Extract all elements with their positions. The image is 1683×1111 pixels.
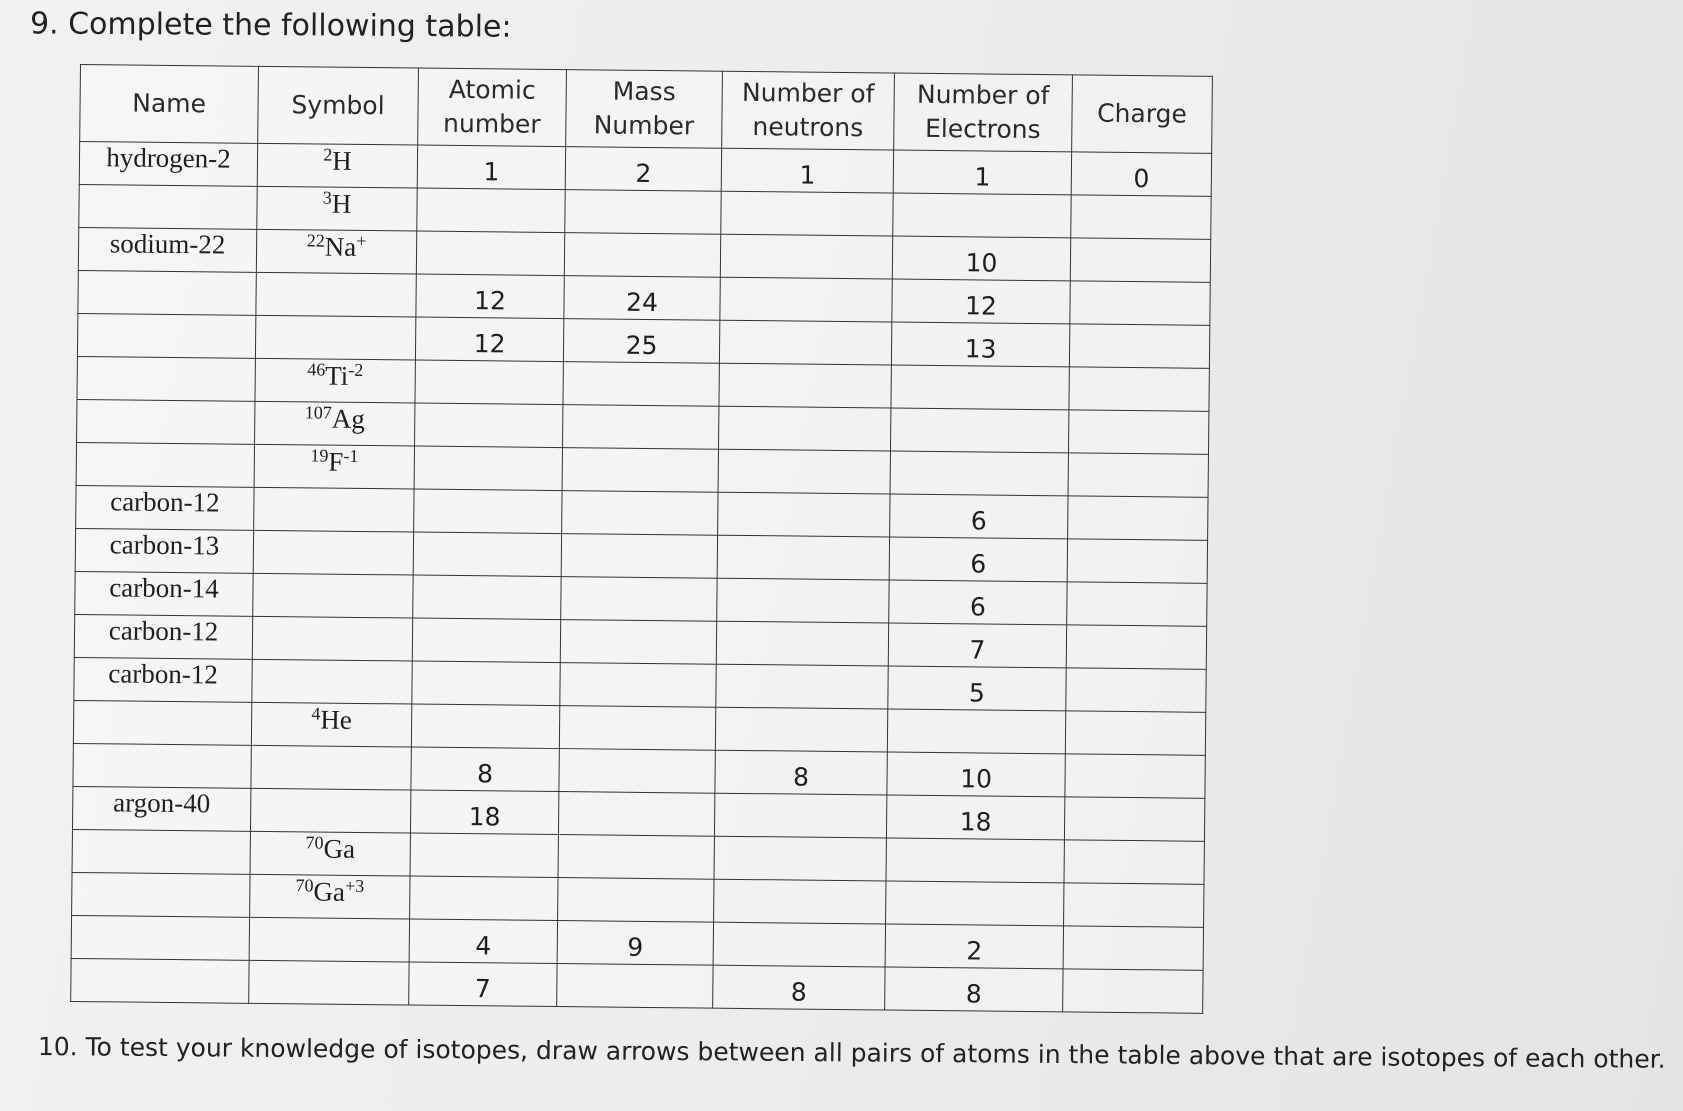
electrons-cell <box>890 408 1068 453</box>
symbol-cell <box>255 358 415 403</box>
electrons-cell <box>886 881 1064 926</box>
atomic-cell <box>410 876 558 921</box>
charge-superscript: + <box>356 230 367 252</box>
symbol-cell <box>252 659 412 704</box>
atomic-cell <box>415 403 563 448</box>
element-symbol: Ga <box>313 876 346 907</box>
mass-cell <box>564 233 720 278</box>
element-symbol: Ag <box>331 403 365 435</box>
symbol-cell <box>251 745 411 790</box>
symbol-cell <box>250 831 410 876</box>
mass-superscript: 22 <box>306 230 325 251</box>
header-atomic-number: Atomic number <box>418 68 567 147</box>
mass-cell <box>563 362 719 407</box>
mass-cell <box>557 964 713 1009</box>
mass-cell: 2 <box>565 147 721 192</box>
neutrons-cell <box>714 793 886 838</box>
neutrons-cell <box>714 836 886 881</box>
element-symbol: Ga <box>323 833 356 864</box>
mass-cell <box>559 749 715 794</box>
name-cell <box>76 442 254 487</box>
name-cell: argon-40 <box>72 786 250 831</box>
header-mass-number: Mass Number <box>566 70 723 149</box>
name-cell: sodium-22 <box>78 227 256 272</box>
header-charge: Charge <box>1072 75 1213 153</box>
charge-cell <box>1064 840 1204 884</box>
name-cell <box>73 743 251 788</box>
symbol-cell <box>253 573 413 618</box>
neutrons-cell <box>717 578 889 623</box>
name-cell <box>77 356 255 401</box>
charge-cell <box>1069 324 1209 368</box>
electrons-cell: 7 <box>888 623 1066 668</box>
charge-cell <box>1068 496 1208 540</box>
name-cell <box>71 915 249 960</box>
atomic-cell: 1 <box>417 145 565 190</box>
mass-cell <box>563 405 719 450</box>
neutrons-cell <box>713 922 885 967</box>
atomic-cell: 4 <box>409 919 557 964</box>
mass-cell: 9 <box>557 921 713 966</box>
name-cell <box>78 270 256 315</box>
symbol-cell <box>251 702 411 747</box>
atomic-cell <box>415 360 563 405</box>
atomic-cell <box>413 575 561 620</box>
atomic-cell: 18 <box>410 790 558 835</box>
atomic-cell: 12 <box>416 274 564 319</box>
symbol-cell <box>250 874 410 919</box>
name-cell: carbon-13 <box>75 528 253 573</box>
mass-superscript: 107 <box>304 402 332 423</box>
mass-cell <box>561 534 717 579</box>
symbol-cell <box>254 444 414 489</box>
electrons-cell: 6 <box>889 537 1067 582</box>
name-cell <box>71 958 249 1003</box>
neutrons-cell <box>717 535 889 580</box>
charge-cell <box>1064 797 1204 841</box>
name-cell: carbon-12 <box>74 614 252 659</box>
table-body <box>71 142 1212 1014</box>
symbol-cell <box>254 487 414 532</box>
atomic-cell <box>414 446 562 491</box>
mass-cell <box>560 663 716 708</box>
symbol-cell <box>249 960 409 1005</box>
name-cell <box>72 872 250 917</box>
atomic-cell <box>410 833 558 878</box>
element-symbol: He <box>320 704 353 735</box>
electrons-cell <box>886 838 1064 883</box>
name-cell <box>77 399 255 444</box>
electrons-cell: 8 <box>885 967 1063 1012</box>
mass-cell <box>565 190 721 235</box>
neutrons-cell <box>719 363 891 408</box>
charge-cell <box>1067 539 1207 583</box>
atomic-cell <box>417 188 565 233</box>
symbol-cell <box>257 143 417 188</box>
charge-cell: 0 <box>1071 152 1211 196</box>
mass-cell <box>561 577 717 622</box>
header-neutrons: Number of neutrons <box>722 71 895 150</box>
electrons-cell: 13 <box>891 322 1069 367</box>
neutrons-cell <box>721 191 893 236</box>
charge-superscript: +3 <box>344 875 365 897</box>
charge-cell <box>1069 367 1209 411</box>
name-cell <box>72 829 250 874</box>
charge-cell <box>1064 883 1204 927</box>
charge-cell <box>1063 969 1203 1013</box>
symbol-cell <box>255 401 415 446</box>
symbol-cell <box>255 315 415 360</box>
charge-superscript: -2 <box>348 359 364 380</box>
name-cell <box>73 700 251 745</box>
mass-superscript: 3 <box>322 187 332 208</box>
mass-cell <box>558 835 714 880</box>
charge-superscript: -1 <box>343 445 359 466</box>
neutrons-cell: 8 <box>713 965 885 1010</box>
mass-cell: 24 <box>564 276 720 321</box>
atomic-cell <box>412 618 560 663</box>
element-symbol: F <box>328 446 344 477</box>
neutrons-cell <box>719 406 891 451</box>
header-symbol: Symbol <box>258 66 419 145</box>
neutrons-cell <box>715 707 887 752</box>
table-header-row <box>80 65 1213 154</box>
charge-cell <box>1065 754 1205 798</box>
electrons-cell: 10 <box>887 752 1065 797</box>
electrons-cell: 1 <box>893 150 1071 195</box>
electrons-cell <box>890 451 1068 496</box>
name-cell <box>77 313 255 358</box>
charge-cell <box>1068 453 1208 497</box>
neutrons-cell <box>719 320 891 365</box>
mass-cell <box>558 792 714 837</box>
electrons-cell: 2 <box>885 924 1063 969</box>
mass-superscript: 70 <box>305 832 324 853</box>
charge-cell <box>1070 238 1210 282</box>
charge-cell <box>1068 410 1208 454</box>
mass-superscript: 46 <box>307 359 326 380</box>
mass-cell <box>558 878 714 923</box>
worksheet-table-wrapper <box>70 64 1213 1014</box>
name-cell <box>79 184 257 229</box>
mass-superscript: 70 <box>295 875 314 896</box>
neutrons-cell <box>718 492 890 537</box>
question-9-prompt: 9. Complete the following table: <box>29 6 512 45</box>
neutrons-cell: 1 <box>721 148 893 193</box>
atomic-cell: 12 <box>415 317 563 362</box>
atomic-cell: 7 <box>409 962 557 1007</box>
atomic-cell: 8 <box>411 747 559 792</box>
atomic-cell <box>414 489 562 534</box>
charge-cell <box>1067 582 1207 626</box>
element-symbol: H <box>331 188 352 219</box>
charge-cell <box>1071 195 1211 239</box>
electrons-cell: 10 <box>892 236 1070 281</box>
atomic-cell <box>416 231 564 276</box>
question-10-prompt: 10. To test your knowledge of isotopes, draw arrows between all pairs of atoms in the table above that are isotopes of each other. <box>37 1032 1666 1074</box>
mass-cell <box>560 620 716 665</box>
neutrons-cell <box>714 879 886 924</box>
name-cell: hydrogen-2 <box>79 142 257 187</box>
neutrons-cell <box>716 621 888 666</box>
charge-cell <box>1065 711 1205 755</box>
neutrons-cell: 8 <box>715 750 887 795</box>
header-electrons: Number of Electrons <box>894 73 1073 152</box>
electrons-cell <box>893 193 1071 238</box>
charge-cell <box>1066 668 1206 712</box>
symbol-cell <box>253 530 413 575</box>
name-cell: carbon-14 <box>75 571 253 616</box>
electrons-cell: 12 <box>892 279 1070 324</box>
symbol-cell <box>256 272 416 317</box>
atomic-cell <box>412 661 560 706</box>
mass-cell <box>559 706 715 751</box>
charge-cell <box>1063 926 1203 970</box>
neutrons-cell <box>720 277 892 322</box>
charge-cell <box>1070 281 1210 325</box>
electrons-cell <box>891 365 1069 410</box>
neutrons-cell <box>716 664 888 709</box>
element-symbol: Na <box>324 231 357 262</box>
isotope-table <box>70 64 1213 1014</box>
symbol-cell <box>256 229 416 274</box>
mass-superscript: 2 <box>323 144 333 165</box>
charge-cell <box>1066 625 1206 669</box>
atomic-cell <box>413 532 561 577</box>
symbol-cell <box>250 788 410 833</box>
symbol-cell <box>252 616 412 661</box>
element-symbol: H <box>332 145 352 176</box>
mass-cell: 25 <box>563 319 719 364</box>
electrons-cell: 6 <box>890 494 1068 539</box>
electrons-cell: 5 <box>888 666 1066 711</box>
symbol-cell <box>257 186 417 231</box>
symbol-cell <box>249 917 409 962</box>
electrons-cell: 6 <box>889 580 1067 625</box>
electrons-cell: 18 <box>886 795 1064 840</box>
header-name: Name <box>80 65 259 144</box>
mass-superscript: 19 <box>310 445 329 466</box>
mass-cell <box>562 448 718 493</box>
atomic-cell <box>411 704 559 749</box>
electrons-cell <box>887 709 1065 754</box>
neutrons-cell <box>718 449 890 494</box>
neutrons-cell <box>720 234 892 279</box>
name-cell: carbon-12 <box>76 485 254 530</box>
mass-superscript: 4 <box>311 703 321 724</box>
mass-cell <box>562 491 718 536</box>
name-cell: carbon-12 <box>74 657 252 702</box>
element-symbol: Ti <box>325 360 349 391</box>
